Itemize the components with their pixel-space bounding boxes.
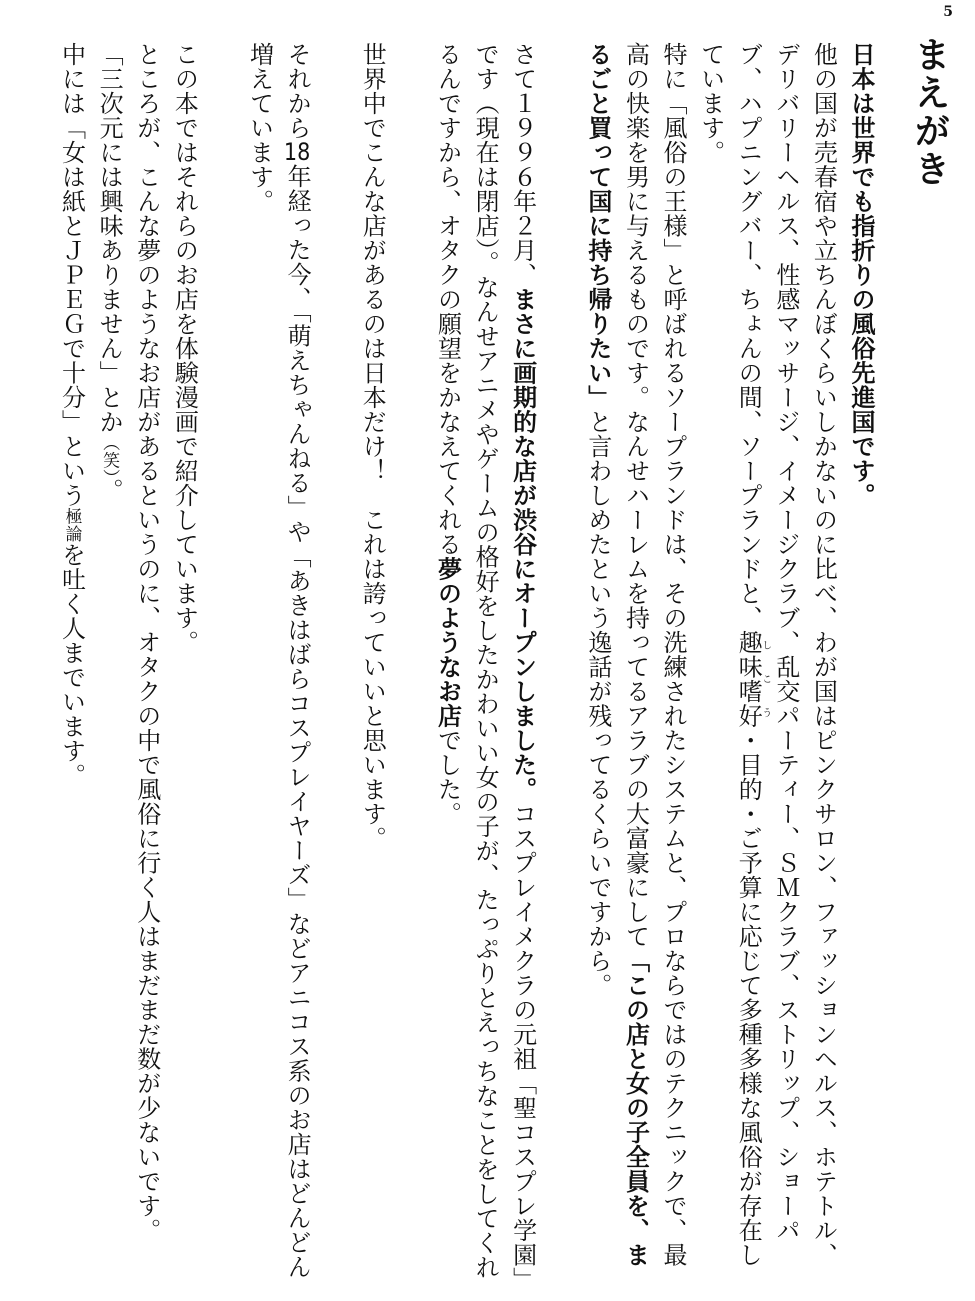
page-title: まえがき — [909, 36, 950, 188]
paragraph-2-text-a: 特に「風俗の王様」と呼ばれるソープランドは、その洗練されたシステムと、プロならではのテクニックで、最高の快楽を男に与えるものです。なんせハーレムを持ってるアラブの大富豪にして — [621, 42, 688, 1267]
paragraph-7-text-a: ところが、こんな夢のようなお店があるというのに、オタクの中で風俗に行く人はまだまだ数が少ないです。 — [132, 42, 161, 1243]
lead-text: 日本は世界でも指折りの風俗先進国です。 — [847, 42, 875, 508]
paragraph-1-end: ・目的・ご予算に応じて多種多様な風俗が存在しています。 — [696, 42, 763, 1267]
paragraph-3-text-c: でした。 — [433, 728, 462, 826]
paragraph-8-text-b: を吐く人までいます。 — [57, 542, 86, 788]
paragraph-6-text: この本ではそれらのお店を体験漫画で紹介しています。 — [170, 42, 199, 655]
ruby-reading: しこう — [759, 630, 771, 728]
ruby-shumi-shikou — [734, 630, 771, 728]
paragraph-5-number: 18 — [283, 140, 311, 164]
paragraph-2-bold: 「この店と女の子全員を、まるごと買って国に持ち帰りたい」 — [583, 42, 650, 1267]
paragraph-4-text: 世界中でこんな店があるのは日本だけ！ これは誇っていいと思います。 — [358, 42, 387, 851]
paragraph-3 — [428, 42, 541, 1282]
paragraph-5-text-a: それから — [283, 42, 312, 140]
paragraph-8 — [52, 42, 90, 1282]
paragraph-1-text: 他の国が売春宿や立ちんぼくらいしかないのに比べ、わが国はピンクサロン、ファッションヘルス、ホテトル、デリバリーヘルス、性感マッサージ、イメージクラブ、乱交パーティー、ＳＭクラブ、ストリップ、ショーパブ、ハプニングバー、ちょんの間、ソープランドと、 — [734, 42, 838, 1267]
paragraph-8-text-a: 中には「女は紙とＪＰＥＧで十分」という — [57, 42, 86, 508]
paragraph-3-bold-1: まさに画期的な店が渋谷にオープンしました。 — [508, 287, 537, 802]
paragraph-3-text-b: コスプレイメクラの元祖「聖コスプレ学園」です（現在は閉店）。なんせアニメやゲームの格好をしたかわいい女の子が、たっぷりとえっちなことをしてくれるんですから、オタクの願望をかなえてくれる — [433, 42, 537, 1280]
ruby-base: 趣味嗜好 — [734, 630, 763, 728]
page-number: 5 — [943, 4, 953, 20]
paragraph-5-text-b: 年経った今、「萌えちゃんねる」や「あきはばらコスプレイヤーズ」などアニコス系のお店はどんどん増えています。 — [245, 42, 312, 1279]
paragraph-7-small: （笑） — [99, 434, 120, 478]
paragraph-6 — [165, 42, 203, 1282]
paragraph-5 — [240, 42, 315, 1282]
paragraph-1 — [691, 42, 841, 1282]
paragraph-8-small: 極論 — [61, 507, 82, 543]
lead-paragraph — [841, 42, 879, 1282]
paragraph-7-text-b: 「三次元には興味ありません」とか — [95, 42, 124, 434]
paragraph-3-bold-2: 夢のようなお店 — [433, 556, 462, 728]
paragraph-2-text-b: と言わしめたという逸話が残ってるくらいですから。 — [583, 409, 612, 998]
paragraph-2 — [578, 42, 691, 1282]
paragraph-7-text-c: 。 — [95, 478, 124, 503]
paragraph-4 — [353, 42, 391, 1282]
body-text — [52, 42, 879, 1282]
paragraph-7 — [90, 42, 165, 1282]
paragraph-3-text-a: さて１９９６年２月、 — [508, 42, 537, 287]
